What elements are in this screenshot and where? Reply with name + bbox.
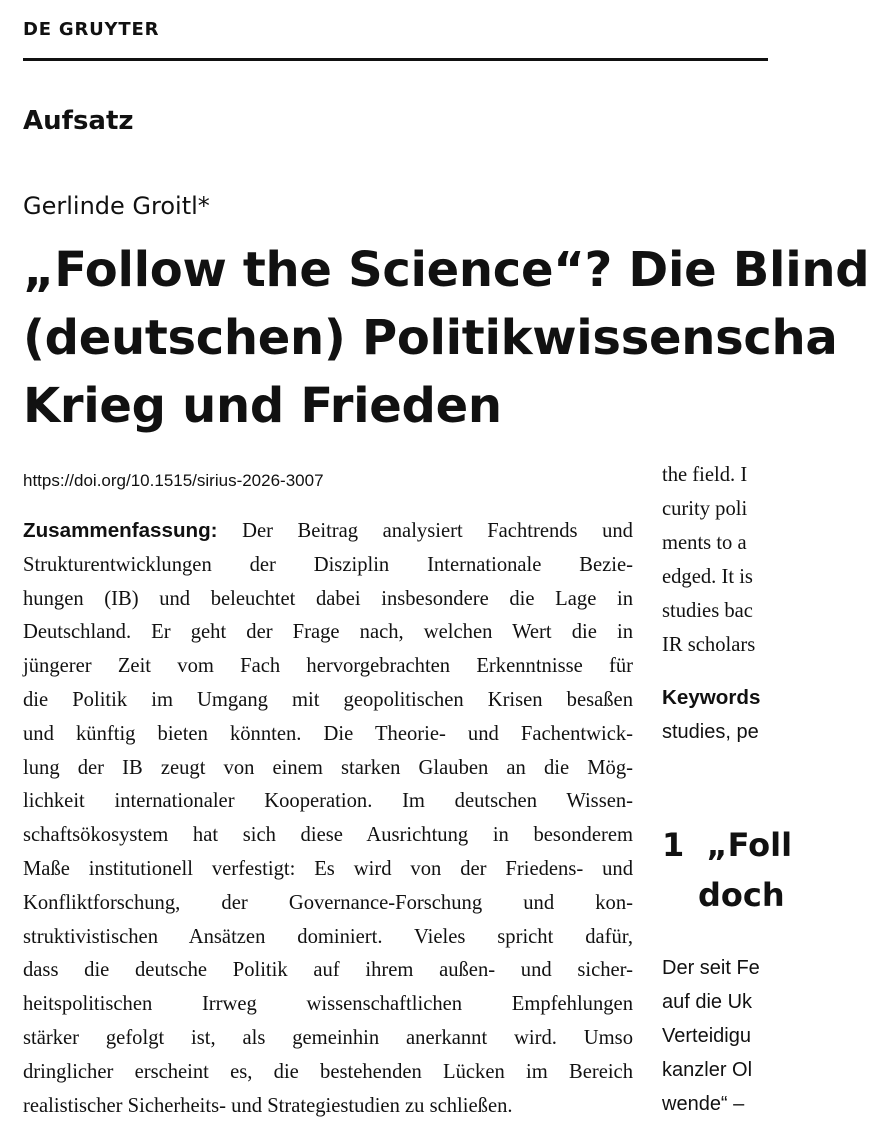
abstract-line: struktivistischen Ansätzen dominiert. Vieles spricht dafür, (23, 925, 633, 948)
publisher-logo: DE GRUYTER (23, 19, 160, 40)
author-name: Gerlinde Groitl* (23, 192, 210, 220)
english-abstract-line: curity poli (662, 498, 748, 520)
english-abstract-line: IR scholars (662, 634, 756, 656)
abstract-line: heitspolitischen Irrweg wissenschaftlichen Empfehlungen (23, 993, 633, 1016)
section-heading-continued: doch (698, 876, 785, 914)
english-abstract-line: ments to a (662, 532, 747, 554)
title-line: Krieg und Frieden (23, 378, 502, 434)
abstract-line: Konfliktforschung, der Governance-Forschung und kon- (23, 891, 633, 914)
abstract-line: hungen (IB) und beleuchtet dabei insbesondere die Lage in (23, 587, 633, 610)
abstract-label: Zusammenfassung: (23, 519, 218, 542)
abstract-line: jüngerer Zeit vom Fach hervorgebrachten Erkenntnisse für (23, 655, 633, 678)
keywords-line: studies, pe (662, 721, 759, 743)
abstract-line: lichkeit internationaler Kooperation. Im deutschen Wissen- (23, 790, 633, 813)
keywords-line (662, 686, 760, 710)
abstract-line: schaftsökosystem hat sich diese Ausrichtung in besonderem (23, 824, 633, 847)
body-line: kanzler Ol (662, 1059, 753, 1081)
section-type: Aufsatz (23, 106, 134, 136)
abstract-line: Maße institutionell verfestigt: Es wird von der Friedens- und (23, 857, 633, 880)
doi-link[interactable]: https://doi.org/10.1515/sirius-2026-3007 (23, 471, 324, 490)
section-heading-text: „Foll (706, 826, 793, 864)
abstract-line: Zusammenfassung: Der Beitrag analysiert Fachtrends und (23, 519, 633, 542)
abstract-line: lung der IB zeugt von einem starken Glauben an die Mög- (23, 756, 633, 779)
header-rule (23, 58, 768, 61)
abstract-line: stärker gefolgt ist, als gemeinhin anerkannt wird. Umso (23, 1026, 633, 1049)
keywords-label: Keywords (662, 686, 761, 709)
body-line: wende“ – (662, 1093, 745, 1115)
section-heading (662, 826, 792, 864)
abstract-line: die Politik im Umgang mit geopolitischen Krisen besaßen (23, 688, 633, 711)
abstract-line: und künftig bieten könnten. Die Theorie- und Fachentwick- (23, 722, 633, 745)
body-line: Verteidigu (662, 1025, 751, 1047)
section-number: 1 (662, 826, 685, 864)
body-line: Der seit Fe (662, 957, 760, 979)
abstract-line: realistischer Sicherheits- und Strategiestudien zu schließen. (23, 1094, 513, 1117)
english-abstract-line: edged. It is (662, 566, 753, 588)
title-line: (deutschen) Politikwissenscha (23, 310, 838, 366)
right-column (662, 0, 793, 1131)
abstract-line: dringlicher erscheint es, die bestehenden Lücken im Bereich (23, 1060, 633, 1083)
title-line: „Follow the Science“? Die Blind (23, 242, 869, 298)
abstract-line: dass die deutsche Politik auf ihrem außen- und sicher- (23, 959, 633, 982)
abstract-line: Deutschland. Er geht der Frage nach, welchen Wert die in (23, 621, 633, 644)
abstract-line: Strukturentwicklungen der Disziplin Internationale Bezie- (23, 553, 633, 576)
body-line: auf die Uk (662, 991, 753, 1013)
abstract (23, 514, 633, 1123)
english-abstract-line: studies bac (662, 600, 753, 622)
english-abstract-line: the field. I (662, 464, 748, 486)
